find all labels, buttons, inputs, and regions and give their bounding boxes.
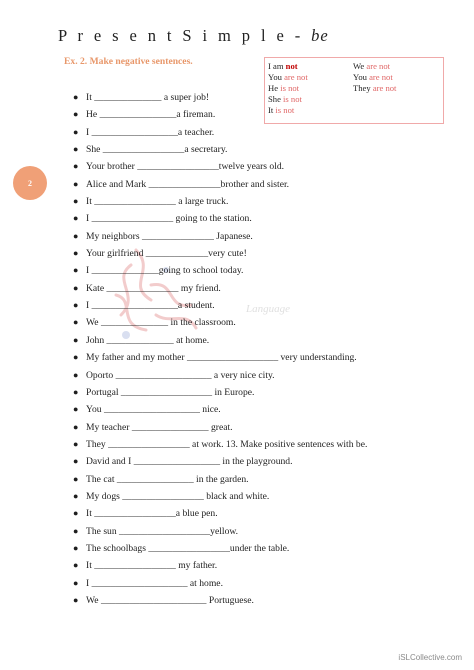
bullet-icon: ● [73,594,79,605]
bullet-icon: ● [73,248,79,259]
bullet-icon: ● [73,126,79,137]
bullet-icon: ● [73,525,79,536]
conjugation-entry: You are not [268,72,308,82]
bullet-icon: ● [73,317,79,328]
bullet-icon: ● [73,144,79,155]
sentence-item: ● The schoolbags _________________under the table. [71,540,367,557]
bullet-icon: ● [73,560,79,571]
exercise-heading: Ex. 2. Make negative sentences. [64,56,193,67]
sentence-item: ● It _________________a blue pen. [71,505,367,522]
bullet-icon: ● [73,473,79,484]
sentence-item: ● My neighbors _______________ Japanese. [71,228,367,245]
conjugation-entry: You are not [353,72,393,82]
conjugation-entry: They are not [353,83,397,93]
sentence-item: ● Your brother _________________twelve years old. [71,158,367,175]
sentence-item: ● She _________________a secretary. [71,141,367,158]
sentence-item: ● He ________________a fireman. [71,106,367,123]
bullet-icon: ● [73,334,79,345]
bullet-icon: ● [73,438,79,449]
bullet-icon: ● [73,490,79,501]
sentence-item: ● I __________________a student. [71,297,367,314]
bullet-icon: ● [73,265,79,276]
bullet-icon: ● [73,542,79,553]
sentence-item: ● The sun ___________________yellow. [71,523,367,540]
bullet-icon: ● [73,404,79,415]
bullet-icon: ● [73,369,79,380]
title-emphasis: be [311,26,329,45]
bullet-icon: ● [73,230,79,241]
conjugation-entry: I am not [268,61,298,71]
sentence-item: ● The cat ________________ in the garden. [71,471,367,488]
bullet-icon: ● [73,508,79,519]
sentence-item: ● It _________________ my father. [71,557,367,574]
bullet-icon: ● [73,92,79,102]
conjugation-entry: It is not [268,105,295,115]
bullet-icon: ● [73,213,79,224]
bullet-icon: ● [73,456,79,467]
worksheet-title [58,26,329,46]
sentence-item: ● You ____________________ nice. [71,401,367,418]
sentence-item: ● We ______________________ Portuguese. [71,592,367,609]
conjugation-entry: We are not [353,61,391,71]
sentence-item: ● David and I __________________ in the playground. [71,453,367,470]
sentence-list [71,89,367,609]
sentence-item: ● Kate _______________ my friend. [71,280,367,297]
sentence-item: ● Alice and Mark _______________brother and sister. [71,176,367,193]
sentence-item: ● I __________________a teacher. [71,124,367,141]
conjugation-entry: He is not [268,83,300,93]
sentence-item: ● Portugal ___________________ in Europe. [71,384,367,401]
sentence-item: ● They _________________ at work. 13. Make positive sentences with be. [71,436,367,453]
bullet-icon: ● [73,109,79,120]
bullet-icon: ● [73,386,79,397]
conjugation-entry: She is not [268,94,302,104]
sentence-item: ● John ______________ at home. [71,332,367,349]
page-number-badge: 2 [13,166,47,200]
title-text: P r e s e n t S i m p l e - [58,26,304,45]
bullet-icon: ● [73,352,79,363]
sentence-item: ● I ______________going to school today. [71,262,367,279]
bullet-icon: ● [73,178,79,189]
sentence-item: ● It ______________ a super job! [71,89,367,106]
sentence-item: ● My dogs _________________ black and white. [71,488,367,505]
sentence-item: ● It _________________ a large truck. [71,193,367,210]
sentence-item: ● My father and my mother ___________________ very understanding. [71,349,367,366]
sentence-item: ● We ______________ in the classroom. [71,314,367,331]
footer-watermark: iSLCollective.com [398,653,462,662]
bullet-icon: ● [73,196,79,207]
bullet-icon: ● [73,300,79,311]
bullet-icon: ● [73,577,79,588]
sentence-item: ● I _________________ going to the station. [71,210,367,227]
sentence-item: ● Your girlfriend _____________very cute! [71,245,367,262]
sentence-item: ● I ____________________ at home. [71,575,367,592]
sentence-item: ● Oporto ____________________ a very nice city. [71,367,367,384]
bullet-icon: ● [73,161,79,172]
sentence-item: ● My teacher ________________ great. [71,419,367,436]
bullet-icon: ● [73,282,79,293]
watermark-text: Language [246,303,290,315]
bullet-icon: ● [73,421,79,432]
